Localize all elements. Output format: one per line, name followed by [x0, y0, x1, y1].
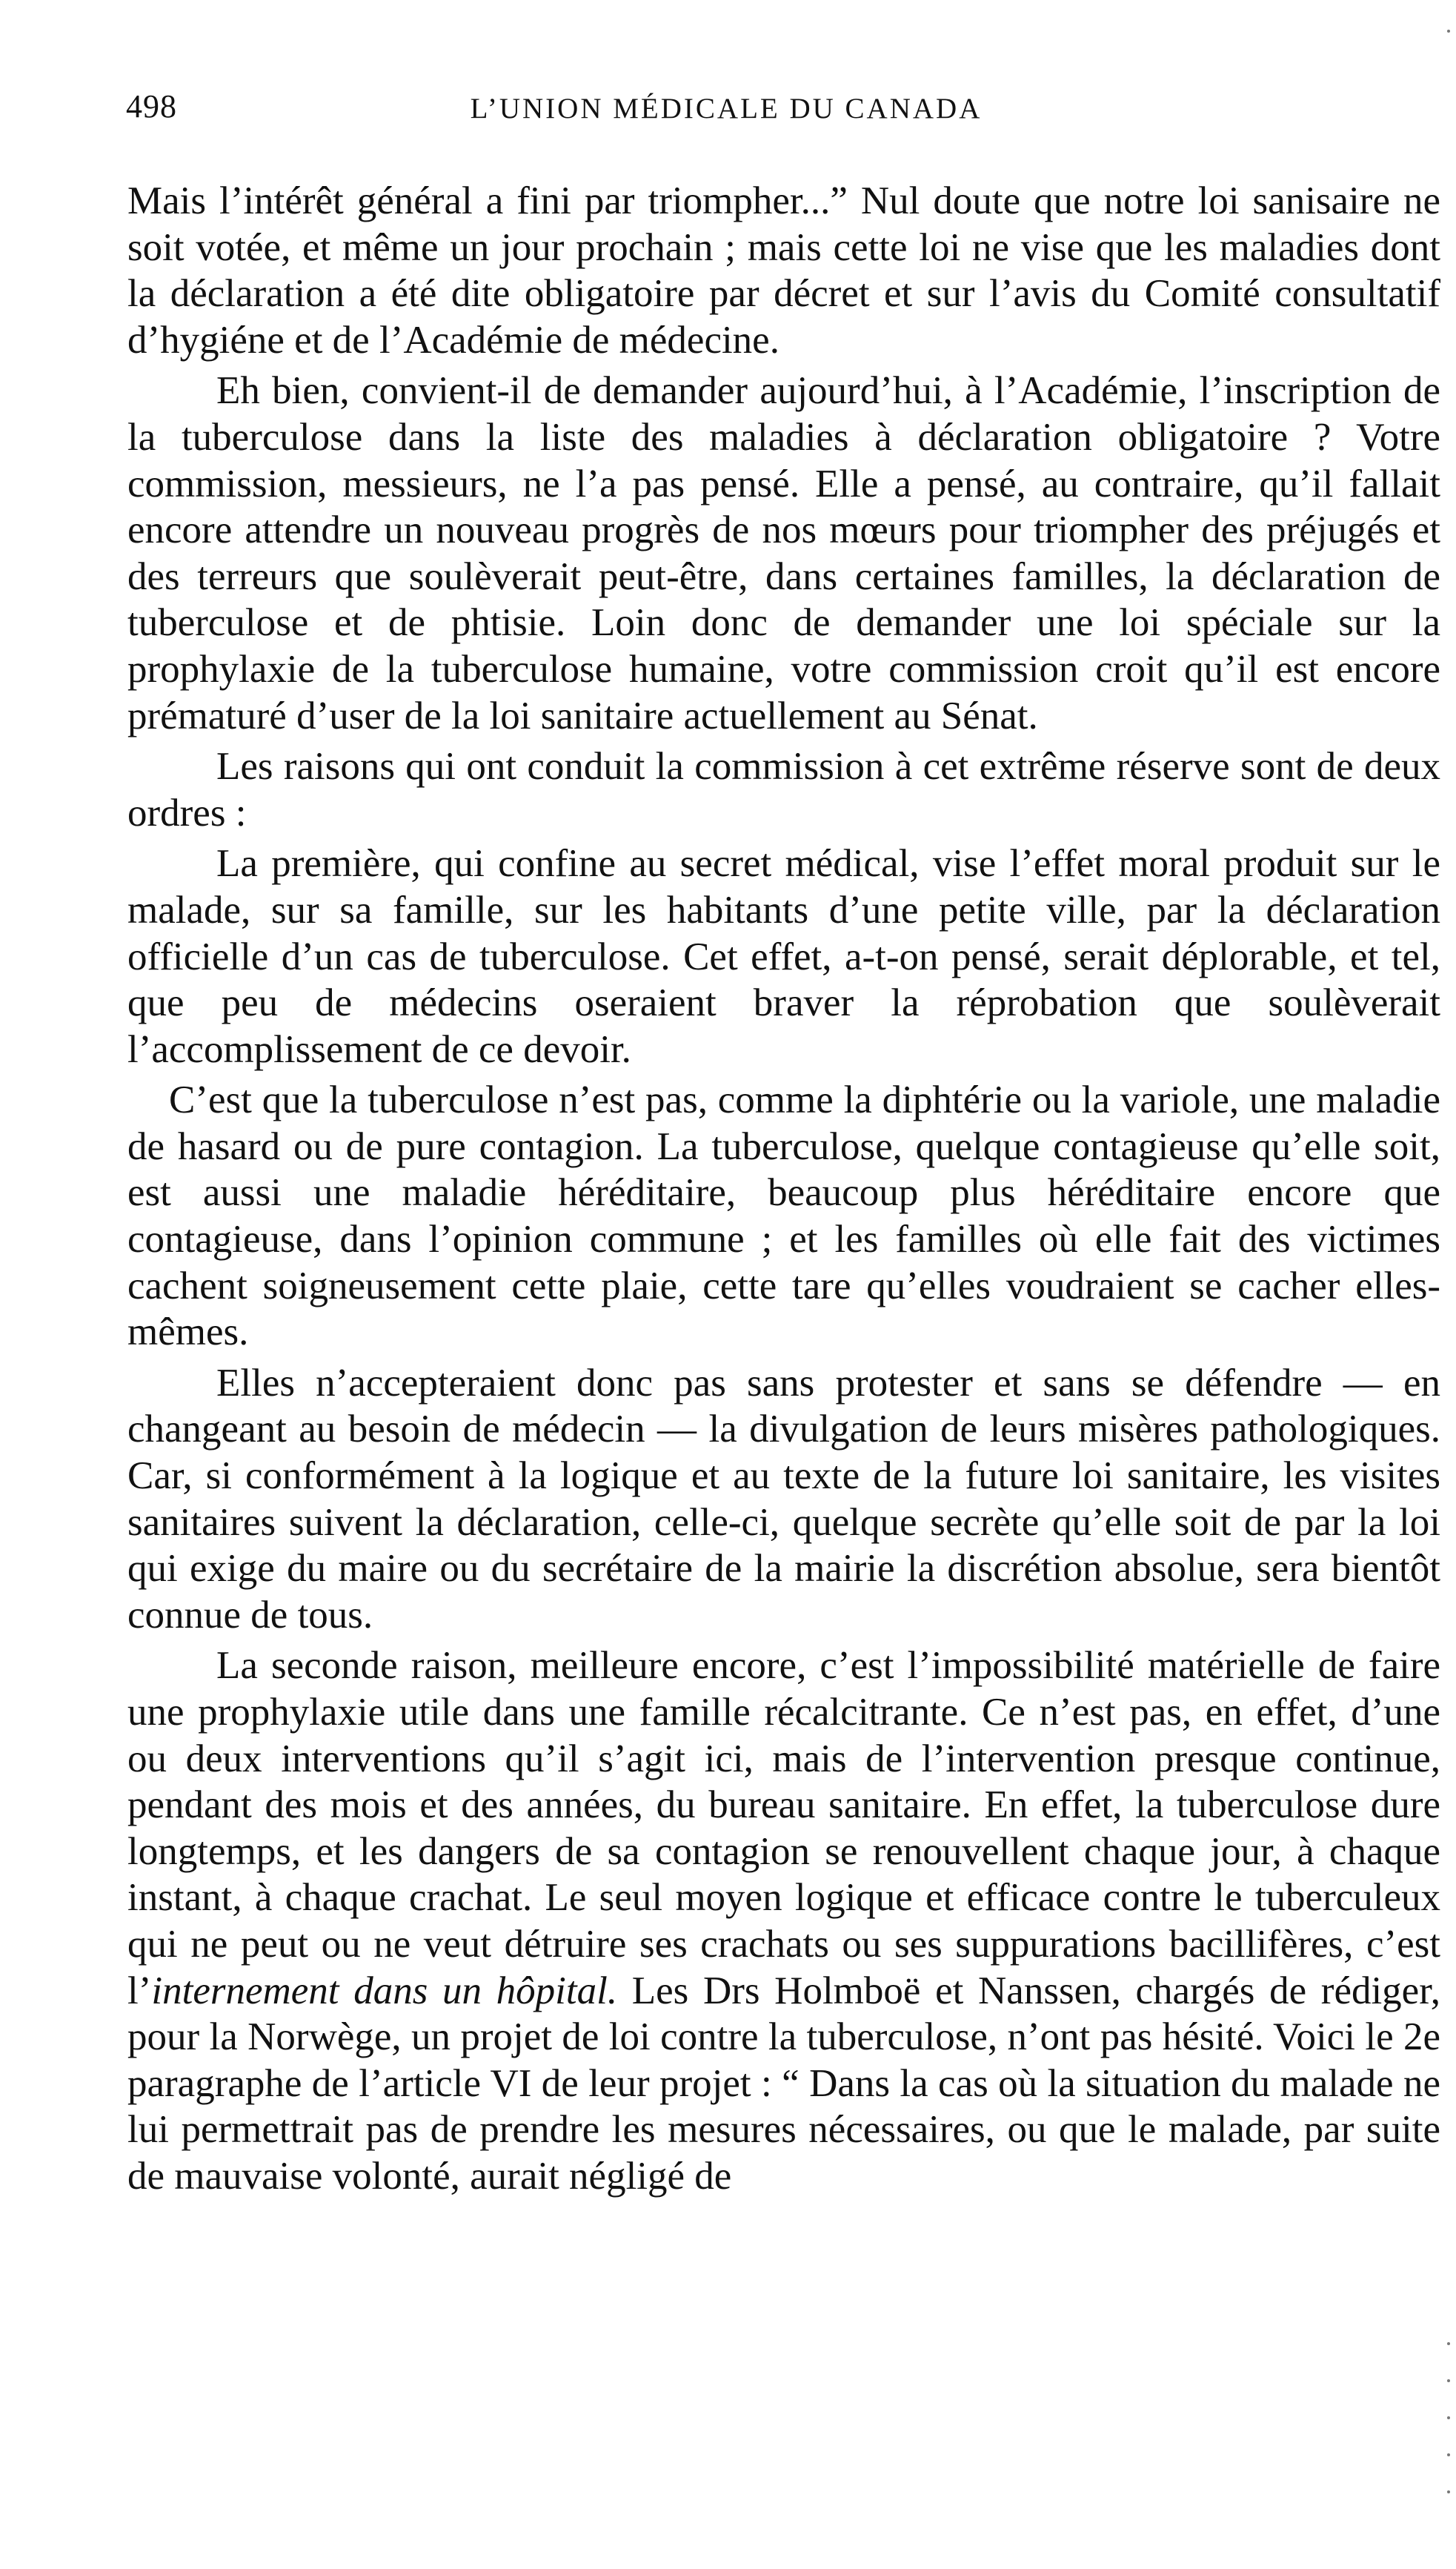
edge-dot: [1447, 2416, 1450, 2419]
scan-edge-marks: [1435, 30, 1450, 2520]
page-number: 498: [126, 88, 177, 125]
edge-dot: [1447, 2453, 1450, 2456]
running-title: L’UNION MÉDICALE DU CANADA: [470, 93, 983, 125]
paragraph-families-refuse: Elles n’accepteraient donc pas sans protester et sans se défendre — en changeant au besoin de médecin — la divulgation de leurs misères pathologiques. Car, si conformément à la logique et au texte de la future loi sanitaire, les visites sanitaires suivent la déclaration, celle-ci, quelque secrète qu’elle soit de par la loi qui exige du maire ou du secrétaire de la mairie la discrétion absolue, sera bientôt connue de tous.: [127, 1361, 1440, 1637]
paragraph-two-reasons: Les raisons qui ont conduit la commission à cet extrême réserve sont de deux ordres :: [127, 745, 1440, 835]
body-text: [127, 178, 1440, 2200]
page-header: [126, 87, 1437, 139]
paragraph-tuberculosis-declaration: Eh bien, convient-il de demander aujourd’hui, à l’Académie, l’inscription de la tuberculose dans la liste des maladies à déclaration obligatoire ? Votre commission, messieurs, ne l’a pas pensé. Elle a pensé, au contraire, qu’il fallait encore attendre un nouveau progrès de nos mœurs pour triompher des préjugés et des terreurs que soulèverait peut-être, dans certaines familles, la déclaration de tuberculose et de phtisie. Loin donc de demander une loi spéciale sur la prophylaxie de la tuberculose humaine, votre commission croit qu’il est encore prématuré d’user de la loi sanitaire actuellement au Sénat.: [127, 369, 1440, 737]
paragraph-first-reason: La première, qui confine au secret médical, vise l’effet moral produit sur le malade, sur sa famille, sur les habitants d’une petite ville, par la déclaration officielle d’un cas de tuberculose. Cet effet, a-t-on pensé, serait déplorable, et tel, que peu de médecins oseraient braver la réprobation que soulèverait l’accomplissement de ce devoir.: [127, 842, 1440, 1071]
emphasized-phrase: internement dans un hôpital.: [151, 1969, 618, 2012]
edge-dot: [1447, 2490, 1450, 2493]
paragraph-heredity: C’est que la tuberculose n’est pas, comme la diphtérie ou la variole, une maladie de hasard ou de pure contagion. La tuberculose, quelque contagieuse qu’elle soit, est aussi une maladie héréditaire, beaucoup plus héréditaire encore que contagieuse, dans l’opinion commune ; et les familles où elle fait des victimes cachent soigneusement cette plaie, cette tare qu’elles voudraient se cacher elles-mêmes.: [127, 1078, 1440, 1354]
edge-dot: [1447, 30, 1450, 33]
paragraph-second-reason-text-before: La seconde raison, meilleure encore, c’est l’impossibilité matérielle de faire une prophylaxie utile dans une famille récalcitrante. Ce n’est pas, en effet, d’une ou deux interventions qu’il s’agit ici, mais de l’intervention presque continue, pendant des mois et des années, du bureau sanitaire. En effet, la tuberculose dure longtemps, et les dangers de sa contagion se renouvellent chaque jour, à chaque instant, à chaque crachat. Le seul moyen logique et efficace contre le tuberculeux qui ne peut ou ne veut détruire ses crachats ou ses suppurations bacillifères, c’est l’: [127, 1644, 1440, 2012]
paragraph-second-reason: [127, 1642, 1440, 2199]
paragraph-continued: Mais l’intérêt général a fini par triompher...” Nul doute que notre loi sanisaire ne soit votée, et même un jour prochain ; mais cette loi ne vise que les maladies dont la déclaration a été dite obligatoire par décret et sur l’avis du Comité consultatif d’hygiéne et de l’Académie de médecine.: [127, 179, 1440, 362]
paragraph-second-reason-text-after: Les Drs Holmboë et Nanssen, chargés de rédiger, pour la Norwège, un projet de loi contre la tuberculose, n’ont pas hésité. Voici le 2e paragraphe de l’article VI de leur projet : “ Dans la cas où la situation du malade ne lui permettrait pas de prendre les mesures nécessaires, ou que le malade, par suite de mauvaise volonté, aurait négligé de: [127, 1969, 1440, 2198]
edge-dot: [1447, 2342, 1450, 2345]
edge-dot: [1447, 2379, 1450, 2382]
